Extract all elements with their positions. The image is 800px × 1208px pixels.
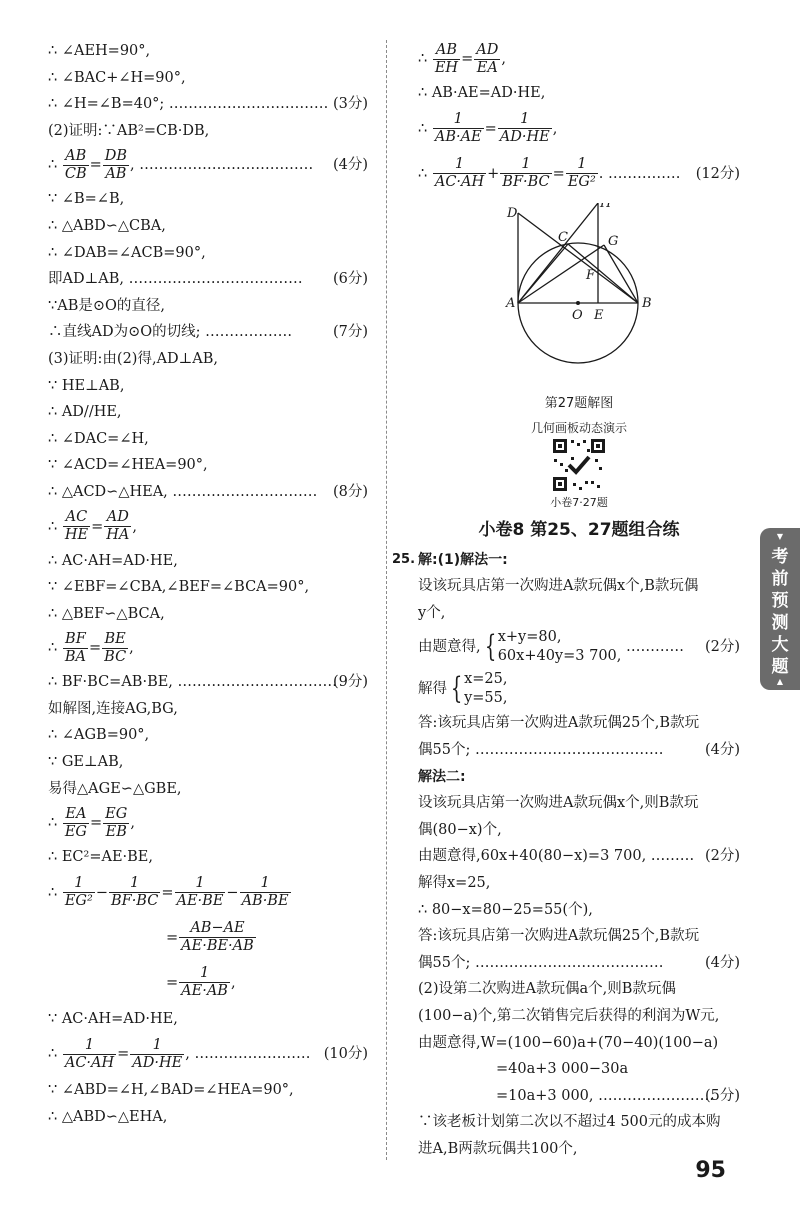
- qr-title: 几何画板动态演示: [530, 420, 627, 435]
- line: ∴ 80−x=80−25=55(个),: [418, 901, 593, 918]
- qr-caption: 小卷7·27题: [550, 495, 608, 509]
- line: ∴ $\frac{AB}{EH}$ = $\frac{AD}{EA}$ ,: [418, 41, 506, 76]
- line: 偶(80−x)个,: [418, 821, 502, 838]
- line: 答:该玩具店第一次购进A款玩偶25个,B款玩: [418, 715, 700, 732]
- side-tab-label: 考前预测大题: [771, 547, 789, 677]
- line: ∴ △ABD∽△CBA,: [48, 217, 166, 234]
- label-c: C: [558, 229, 568, 245]
- line: ∵ GE⊥AB,: [48, 754, 124, 771]
- right-column: [392, 38, 740, 1162]
- line: ∴ ∠DAB=∠ACB=90°,: [48, 244, 206, 261]
- line: ∴ ∠BAC+∠H=90°,: [48, 69, 186, 86]
- line: 如解图,连接AG,BG,: [48, 700, 178, 717]
- label-o: O: [572, 307, 583, 323]
- geometry-diagram: [418, 203, 740, 393]
- up-arrow-icon: ▼: [776, 532, 784, 541]
- line: ∴ △ABD∽△EHA,: [48, 1109, 168, 1126]
- question-number: 25.: [392, 551, 416, 567]
- score: (8分): [332, 483, 368, 500]
- line: ∵ ∠ABD=∠H,∠BAD=∠HEA=90°,: [48, 1082, 294, 1099]
- line: 解得 { x=25, y=55,: [418, 671, 508, 707]
- line: ∴ $\frac{BF}{BA}$ = $\frac{BE}{BC}$ ,: [48, 630, 134, 665]
- figure-caption: 第27题解图: [544, 395, 614, 411]
- side-tab[interactable]: [760, 528, 800, 690]
- line: 设该玩具店第一次购进A款玩偶x个,则B款玩: [418, 795, 699, 812]
- line: 偶55个; ………………………………… (4分): [418, 737, 740, 764]
- score: (2分): [704, 639, 740, 656]
- label-a: A: [506, 295, 516, 311]
- line: ∴ AB·AE=AD·HE,: [418, 85, 546, 101]
- line: ∴ $\frac{AC}{HE}$ = $\frac{AD}{HA}$ ,: [48, 509, 137, 543]
- score: (2分): [704, 848, 740, 865]
- line: ∵ ∠EBF=∠CBA,∠BEF=∠BCA=90°,: [48, 579, 310, 596]
- line: ∴ ∠DAC=∠H,: [48, 430, 149, 447]
- line: ∵ HE⊥AB,: [48, 377, 125, 394]
- line: ∴ △ACD∽△HEA, ………………………… (8分): [48, 479, 368, 506]
- line: 解法二:: [418, 768, 466, 785]
- line: ∴ AD//HE,: [48, 404, 122, 421]
- geometry-figure: [418, 203, 740, 393]
- down-arrow-icon: ▲: [776, 677, 784, 686]
- section-title: 小卷8 第25、27题组合练: [478, 519, 680, 540]
- line: ∵ AC·AH=AD·HE,: [48, 1010, 178, 1027]
- line: 易得△AGE∽△GBE,: [48, 780, 182, 797]
- line: ∴ ∠AGB=90°,: [48, 727, 150, 744]
- line: ∴ $\frac{1}{AB\cdot AE}$ = $\frac{1}{AD\cdot HE}$ ,: [418, 111, 558, 146]
- score: (3分): [332, 96, 368, 113]
- line: 解得x=25,: [418, 874, 491, 891]
- line: ∴ BF·BC=AB·BE, …………………………… (9分): [48, 669, 368, 696]
- column-divider: [386, 40, 387, 1160]
- label-f: F: [586, 267, 596, 283]
- line: ∴ $\frac{1}{\text{EG²}}$ − $\frac{1}{BF\cdot BC}$ = $\frac{1}{AE\cdot BE}$ − $\frac{1}{AB\cdot BE}$: [48, 875, 289, 910]
- label-e: E: [594, 307, 604, 323]
- line: 由题意得, { x+y=80, 60x+40y=3 700, ………… (2分): [418, 626, 740, 668]
- line: ∴直线AD为⊙O的切线; ……………… (7分): [48, 319, 368, 346]
- score: (4分): [332, 157, 368, 174]
- score: (9分): [332, 674, 368, 691]
- score: (4分): [704, 741, 740, 758]
- page-number: 95: [695, 1158, 726, 1183]
- line: ∴ $\frac{AB}{CB}$ = $\frac{DB}{AB}$ , ……………………………… (4分): [48, 144, 368, 186]
- line: ∵ ∠ACD=∠HEA=90°,: [48, 457, 208, 474]
- line: = $\frac{AB-AE}{AE\cdot BE\cdot AB}$: [166, 920, 254, 955]
- line: =10a+3 000, …………………… (5分): [418, 1083, 740, 1110]
- line: 即AD⊥AB, ……………………………… (6分): [48, 266, 368, 293]
- label-d: D: [507, 205, 518, 221]
- line: 答:该玩具店第一次购进A款玩偶25个,B款玩: [418, 928, 700, 945]
- line: (3)证明:由(2)得,AD⊥AB,: [48, 350, 219, 367]
- line: ∵该老板计划第二次以不超过4 500元的成本购: [418, 1114, 721, 1131]
- score: (12分): [695, 165, 740, 182]
- label-h: H: [600, 202, 612, 211]
- line: (2)证明:∵AB²=CB·DB,: [48, 122, 210, 139]
- line: y个,: [418, 604, 446, 621]
- line: ∴ ∠H=∠B=40°; …………………………… (3分): [48, 91, 368, 118]
- score: (6分): [332, 271, 368, 288]
- line: 偶55个; ………………………………… (4分): [418, 950, 740, 977]
- line: ∴ $\frac{1}{AC\cdot AH}$ + $\frac{1}{BF\cdot BC}$ = $\frac{1}{\text{EG²}}$ . …………… (12分): [418, 152, 740, 197]
- line: ∴ ∠AEH=90°,: [48, 43, 151, 59]
- line: 进A,B两款玩偶共100个,: [418, 1140, 578, 1157]
- left-column: [48, 38, 368, 1131]
- qr-code[interactable]: [418, 437, 740, 495]
- line: (100−a)个,第二次销售完后获得的利润为W元,: [418, 1007, 720, 1024]
- label-g: G: [608, 233, 619, 249]
- line: ∴ △BEF∽△BCA,: [48, 605, 165, 622]
- line: ∴ AC·AH=AD·HE,: [48, 552, 178, 569]
- line: 由题意得,W=(100−60)a+(70−40)(100−a): [418, 1034, 719, 1051]
- line: ∵ ∠B=∠B,: [48, 191, 125, 208]
- score: (10分): [323, 1046, 368, 1063]
- line: =40a+3 000−30a: [496, 1061, 629, 1078]
- line: 设该玩具店第一次购进A款玩偶x个,B款玩偶: [418, 578, 699, 595]
- line: ∵AB是⊙O的直径,: [48, 297, 165, 314]
- score: (7分): [332, 324, 368, 341]
- line: 25. 解:(1)解法一:: [418, 547, 740, 574]
- line: ∴ $\frac{1}{AC\cdot AH}$ = $\frac{1}{AD\cdot HE}$ , …………………… (10分): [48, 1032, 368, 1077]
- line: (2)设第二次购进A款玩偶a个,则B款玩偶: [418, 981, 676, 998]
- line: ∴ $\frac{EA}{EG}$ = $\frac{EG}{EB}$ ,: [48, 805, 135, 840]
- line: 由题意得,60x+40(80−x)=3 700, ……… (2分): [418, 843, 740, 870]
- line: ∴ EC²=AE·BE,: [48, 849, 153, 866]
- qr-code-icon: [551, 437, 607, 493]
- score: (4分): [704, 954, 740, 971]
- line: = $\frac{1}{AE\cdot AB}$ ,: [166, 965, 236, 1000]
- score: (5分): [704, 1087, 740, 1104]
- label-b: B: [642, 295, 652, 311]
